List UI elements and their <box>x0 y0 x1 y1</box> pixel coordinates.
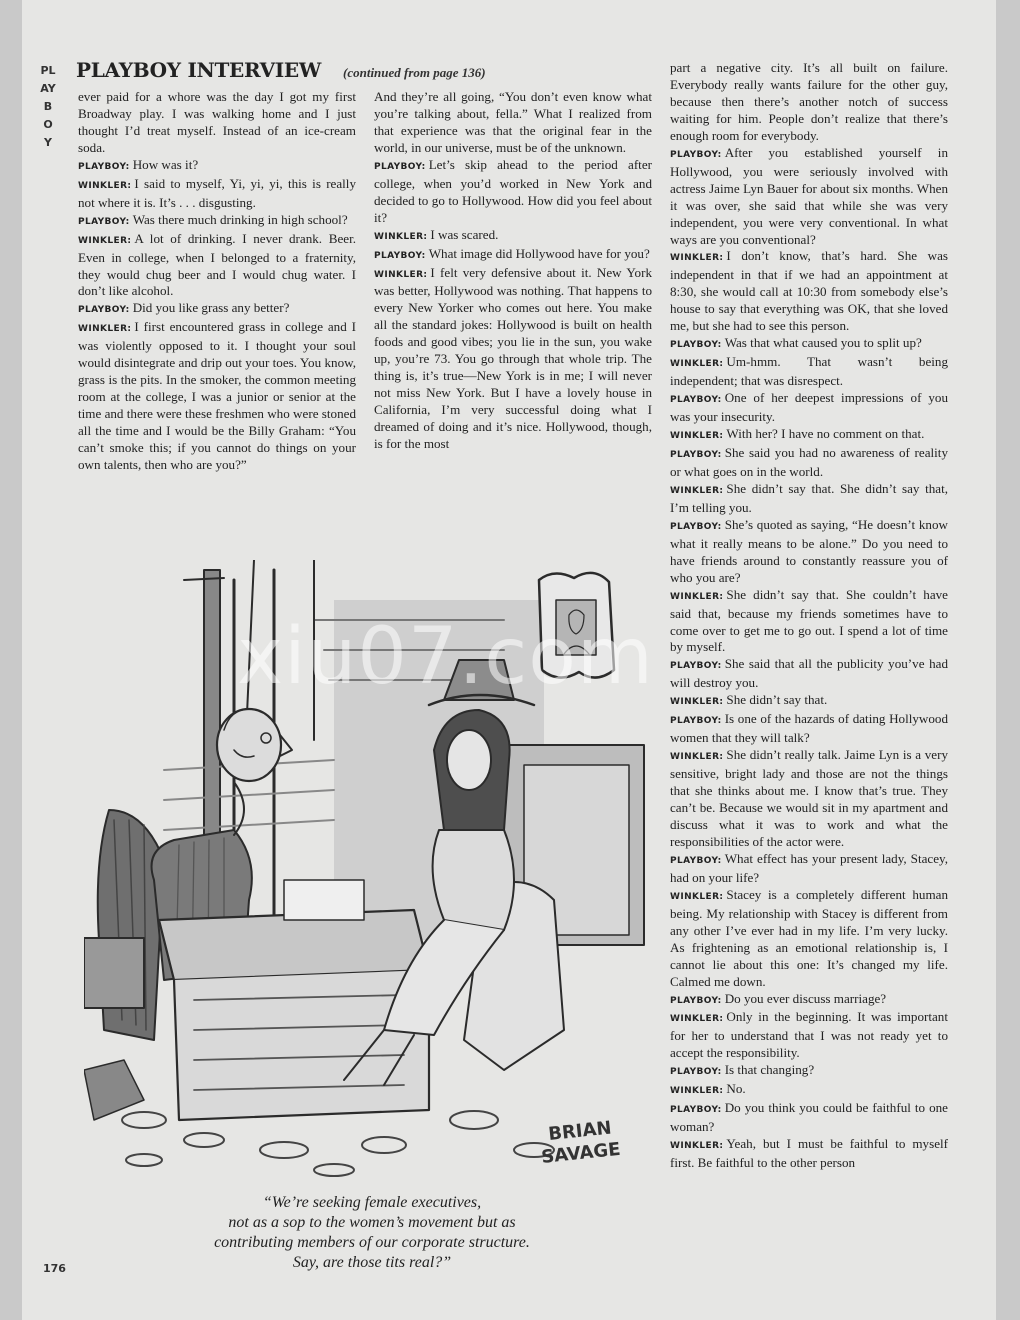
interview-paragraph <box>78 319 356 474</box>
cartoon-illustration <box>84 560 656 1185</box>
speaker-label: WINKLER: <box>670 359 724 370</box>
paragraph-text: I felt very defensive about it. New York was better, Hollywood was nothing. That happens to every New Yorker who comes out here. You make all the standard jokes: Hollywood is built on health foods and good vibes; you lie in the sun, you wake up, you’re 73. You go through that whole trip. The thing is, it’s true—New York is in me; I will never not miss New York. But I have a lovely house in California, I’m very successful doing what I dreamed of doing and it’s nice. Hollywood, though, is for the most <box>374 264 652 452</box>
speaker-label: WINKLER: <box>78 324 132 335</box>
paragraph-text: What image did Hollywood have for you? <box>428 245 650 261</box>
interview-paragraph <box>670 60 948 145</box>
interview-paragraph <box>670 354 948 390</box>
paragraph-text: She didn’t say that. She didn’t say that, I’m telling you. <box>670 480 948 515</box>
paragraph-text: Stacey is a completely different human being. My relationship with Stacey is different from any other I’ve ever had in my life. I’m very lucky. As frightening as an emotional relationship is, I cannot lie about this one: It’s changed my life. Calmed me down. <box>670 886 948 989</box>
header <box>76 58 486 82</box>
interview-paragraph <box>670 692 948 711</box>
interview-paragraph <box>670 747 948 851</box>
interview-paragraph <box>670 851 948 887</box>
interview-paragraph <box>670 1136 948 1172</box>
paragraph-text: A lot of drinking. I never drank. Beer. Even in college, when I belonged to a fraternity, they would chug beer and I would chug water. I don’t like alcohol. <box>78 230 356 299</box>
speaker-label: PLAYBOY: <box>670 661 722 672</box>
paragraph-text: After you established yourself in Hollywood, you were seriously involved with actress Jaime Lyn Bauer for about six months. When it was over, she said that while she was very independent, you were very conventional. In what ways are you conventional? <box>670 144 948 247</box>
paragraph-text: Is one of the hazards of dating Hollywood women that they will talk? <box>670 711 948 746</box>
paragraph-text: What effect has your present lady, Stacey, had on your life? <box>670 850 948 885</box>
interview-paragraph <box>670 991 948 1010</box>
speaker-label: PLAYBOY: <box>670 995 722 1006</box>
interview-paragraph <box>670 390 948 426</box>
paragraph-text: I first encountered grass in college and I was violently opposed to it. I thought your soul would disintegrate and drip out your toes. You know, grass is the pits. In the smoker, the common meeting room at the college, I was a junior or senior at the time and there were these freshmen who were stoned all the time and I would be the Billy Graham: “You can’t smoke this; if you cannot do things on your own talents, then who are you?” <box>78 319 356 473</box>
speaker-label: WINKLER: <box>670 752 724 763</box>
interview-title: PLAYBOY INTERVIEW <box>76 58 321 82</box>
interview-paragraph <box>670 445 948 481</box>
speaker-label: WINKLER: <box>78 235 132 246</box>
caption-line: not as a sop to the women’s movement but as <box>228 1214 516 1231</box>
interview-paragraph <box>670 145 948 249</box>
magazine-page <box>22 0 996 1320</box>
interview-paragraph <box>670 481 948 517</box>
paragraph-text: I was scared. <box>430 226 499 242</box>
speaker-label: WINKLER: <box>670 591 724 602</box>
interview-paragraph <box>374 157 652 227</box>
interview-paragraph <box>78 176 356 212</box>
speaker-label: PLAYBOY: <box>670 149 722 160</box>
interview-paragraph <box>670 426 948 445</box>
speaker-label: WINKLER: <box>670 431 724 442</box>
text-column-1 <box>78 89 356 474</box>
watermark: xiu07.com <box>237 612 654 702</box>
interview-paragraph <box>670 1100 948 1136</box>
interview-paragraph <box>374 89 652 157</box>
continued-note: (continued from page 136) <box>343 65 486 80</box>
speaker-label: PLAYBOY: <box>78 161 130 172</box>
interview-paragraph <box>78 89 356 157</box>
interview-paragraph <box>78 212 356 231</box>
speaker-label: PLAYBOY: <box>670 521 722 532</box>
side-label: PLAYBOY <box>40 64 56 149</box>
interview-paragraph <box>78 300 356 319</box>
paragraph-text: ever paid for a whore was the day I got my first Broadway play. I was walking home and I just thought I’d treat myself. Instead of an ice-cream soda. <box>78 89 356 155</box>
paragraph-text: Let’s skip ahead to the period after college, when you’d worked in New York and decided to go to Hollywood. How did you feel about it? <box>374 156 652 225</box>
speaker-label: WINKLER: <box>670 1014 724 1025</box>
text-column-2 <box>374 89 652 453</box>
speaker-label: PLAYBOY: <box>670 855 722 866</box>
speaker-label: PLAYBOY: <box>374 161 426 172</box>
paragraph-text: Do you ever discuss marriage? <box>724 990 887 1006</box>
interview-paragraph <box>670 1081 948 1100</box>
speaker-label: PLAYBOY: <box>670 340 722 351</box>
speaker-label: WINKLER: <box>670 253 724 264</box>
paragraph-text: She didn’t say that. She couldn’t have said that, because my friends sometimes have to come over to get me to go out. I spend a lot of time by myself. <box>670 586 948 655</box>
interview-paragraph <box>670 1009 948 1062</box>
speaker-label: PLAYBOY: <box>78 216 130 227</box>
speaker-label: WINKLER: <box>670 1141 724 1152</box>
interview-paragraph <box>670 248 948 335</box>
paragraph-text: One of her deepest impressions of you was your insecurity. <box>670 390 948 425</box>
speaker-label: WINKLER: <box>78 180 132 191</box>
speaker-label: WINKLER: <box>670 697 724 708</box>
caption-line: contributing members of our corporate structure. <box>214 1234 530 1251</box>
paragraph-text: With her? I have no comment on that. <box>726 426 925 442</box>
paragraph-text: No. <box>726 1081 746 1097</box>
paragraph-text: Do you think you could be faithful to one woman? <box>670 1100 948 1135</box>
speaker-label: WINKLER: <box>670 485 724 496</box>
interview-paragraph <box>374 227 652 246</box>
caption-line: “We’re seeking female executives, <box>262 1194 482 1211</box>
interview-paragraph <box>670 887 948 991</box>
interview-paragraph <box>670 335 948 354</box>
paragraph-text: I said to myself, Yi, yi, yi, this is really not where it is. It’s . . . disgusting. <box>78 175 356 210</box>
paragraph-text: She’s quoted as saying, “He doesn’t know what it really means to be alone.” Do you need to have friends around to constantly reassure you of who you are? <box>670 516 948 585</box>
interview-paragraph <box>670 517 948 587</box>
speaker-label: WINKLER: <box>670 891 724 902</box>
paragraph-text: She said you had no awareness of reality or what goes on in the world. <box>670 444 948 479</box>
interview-paragraph <box>374 265 652 453</box>
paragraph-text: Was that what caused you to split up? <box>724 335 922 351</box>
interview-paragraph <box>670 656 948 692</box>
caption-line: Say, are those tits real?” <box>292 1254 452 1271</box>
paragraph-text: Is that changing? <box>724 1062 815 1078</box>
signature-line1: BRIAN <box>547 1117 613 1145</box>
interview-paragraph <box>670 1062 948 1081</box>
speaker-label: PLAYBOY: <box>78 305 130 316</box>
speaker-label: PLAYBOY: <box>374 250 426 261</box>
page-number: 176 <box>43 1262 66 1275</box>
paragraph-text: Only in the beginning. It was important for her to understand that I was not ready yet to accept the responsibility. <box>670 1009 948 1061</box>
interview-paragraph <box>374 246 652 265</box>
paragraph-text: Did you like grass any better? <box>132 300 290 316</box>
paragraph-text: She said that all the publicity you’ve had will destroy you. <box>670 656 948 691</box>
paragraph-text: Um-hmm. That wasn’t being independent; that was disrespect. <box>670 354 948 389</box>
signature-line2: SAVAGE <box>540 1138 622 1168</box>
speaker-label: WINKLER: <box>374 269 428 280</box>
paragraph-text: She didn’t really talk. Jaime Lyn is a very sensitive, bright lady and those are not the things that she thinks about me. I know that’s true. They can’t be. Because we would sit in my apartment and discuss what it was to work and what the responsibilities of the actor were. <box>670 747 948 849</box>
paragraph-text: Was there much drinking in high school? <box>132 211 348 227</box>
speaker-label: PLAYBOY: <box>670 395 722 406</box>
paragraph-text: Yeah, but I must be faithful to myself first. Be faithful to the other person <box>670 1136 948 1171</box>
speaker-label: PLAYBOY: <box>670 449 722 460</box>
text-column-3 <box>670 60 948 1172</box>
interview-paragraph <box>78 157 356 176</box>
paragraph-text: I don’t know, that’s hard. She was independent in that if we had an appointment at 8:30, she would call at 10:30 from somebody else’s house to say that everything was OK, that she loved me, but she had to see this person. <box>670 248 948 334</box>
paragraph-text: And they’re all going, “You don’t even know what you’re talking about, fella.” What I realized from that experience was that the original fear in the world, in our universe, must be of the unknown. <box>374 89 652 155</box>
speaker-label: PLAYBOY: <box>670 716 722 727</box>
speaker-label: PLAYBOY: <box>670 1067 722 1078</box>
paragraph-text: She didn’t say that. <box>726 692 828 708</box>
interview-paragraph <box>670 587 948 657</box>
paragraph-text: How was it? <box>132 156 199 172</box>
interview-paragraph <box>670 711 948 747</box>
speaker-label: PLAYBOY: <box>670 1105 722 1116</box>
interview-paragraph <box>78 231 356 301</box>
speaker-label: WINKLER: <box>374 231 428 242</box>
speaker-label: WINKLER: <box>670 1086 724 1097</box>
cartoon-caption <box>92 1193 652 1273</box>
paragraph-text: part a negative city. It’s all built on failure. Everybody really wants failure for the other guy, because then there’s another notch of success waiting for him. People don’t realize that there’s enough room for everybody. <box>670 60 948 143</box>
